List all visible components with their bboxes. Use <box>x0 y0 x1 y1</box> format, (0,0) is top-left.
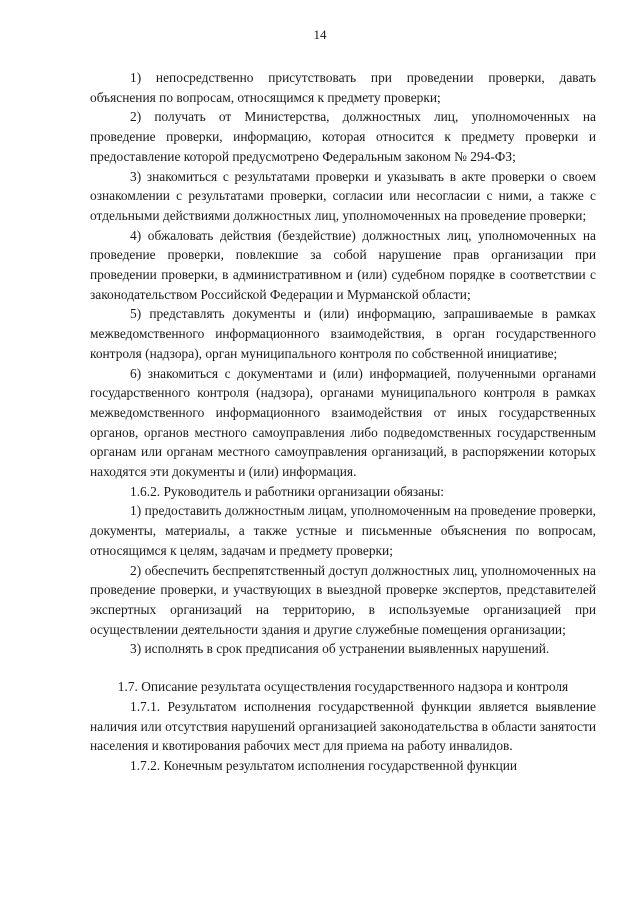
paragraph-right-3: 3) знакомиться с результатами проверки и указывать в акте проверки о своем ознакомлении с результатами проверки, согласии или несогласии с ними, а также с отдельными действиями должностных лиц, уполномоченных на проведение проверки; <box>90 168 596 223</box>
paragraph-right-5: 5) представлять документы и (или) информацию, запрашиваемые в рамках межведомственного информационного взаимодействия, в орган государственного контроля (надзора), орган муниципального контроля по собственной инициативе; <box>90 306 596 361</box>
paragraph-right-2: 2) получать от Министерства, должностных лиц, уполномоченных на проведение проверки, информацию, которая относится к предмету проверки и предоставление которой предусмотрено Федеральным законом № 294-ФЗ; <box>90 109 596 164</box>
paragraph-obligation-3: 3) исполнять в срок предписания об устранении выявленных нарушений. <box>130 641 550 657</box>
paragraph-obligation-2: 2) обеспечить беспрепятственный доступ должностных лиц, уполномоченных на проведение проверки, и участвующих в выездной проверке экспертов, представителей экспертных организаций на территорию, в используемые организацией при осуществлении деятельности здания и другие служебные помещения организации; <box>90 562 596 637</box>
paragraph-obligations-intro: 1.6.2. Руководитель и работники организации обязаны: <box>130 483 444 499</box>
paragraph-right-4: 4) обжаловать действия (бездействие) должностных лиц, уполномоченных на проведение проверки, повлекшие за собой нарушение прав организации при проведении проверки, в административном и (или) судебном порядке в соответствии с законодательством Российской Федерации и Мурманской области; <box>90 227 596 302</box>
paragraph-right-1: 1) непосредственно присутствовать при проведении проверки, давать объяснения по вопросам, относящимся к предмету проверки; <box>90 70 596 105</box>
document-body <box>90 68 596 776</box>
paragraph-result-2: 1.7.2. Конечным результатом исполнения государственной функции <box>130 757 518 773</box>
paragraph-right-6: 6) знакомиться с документами и (или) информацией, полученными органами государственного контроля (надзора), органами муниципального контроля в рамках межведомственного информационного взаимодействия от иных государственных органов, органов местного самоуправления либо подведомственных государственным органам или органам местного самоуправления организаций, в распоряжении которых находятся эти документы и (или) информация. <box>90 365 596 480</box>
paragraph-obligation-1: 1) предоставить должностным лицам, уполномоченным на проведение проверки, документы, материалы, а также устные и письменные объяснения по вопросам, относящимся к целям, задачам и предмету проверки; <box>90 503 596 558</box>
paragraph-result-1: 1.7.1. Результатом исполнения государственной функции является выявление наличия или отсутствия нарушений организацией законодательства в области занятости населения и квотирования рабочих мест для приема на работу инвалидов. <box>90 698 596 754</box>
page-number: 14 <box>313 27 327 42</box>
section-heading: 1.7. Описание результата осуществления государственного надзора и контроля <box>117 679 569 695</box>
